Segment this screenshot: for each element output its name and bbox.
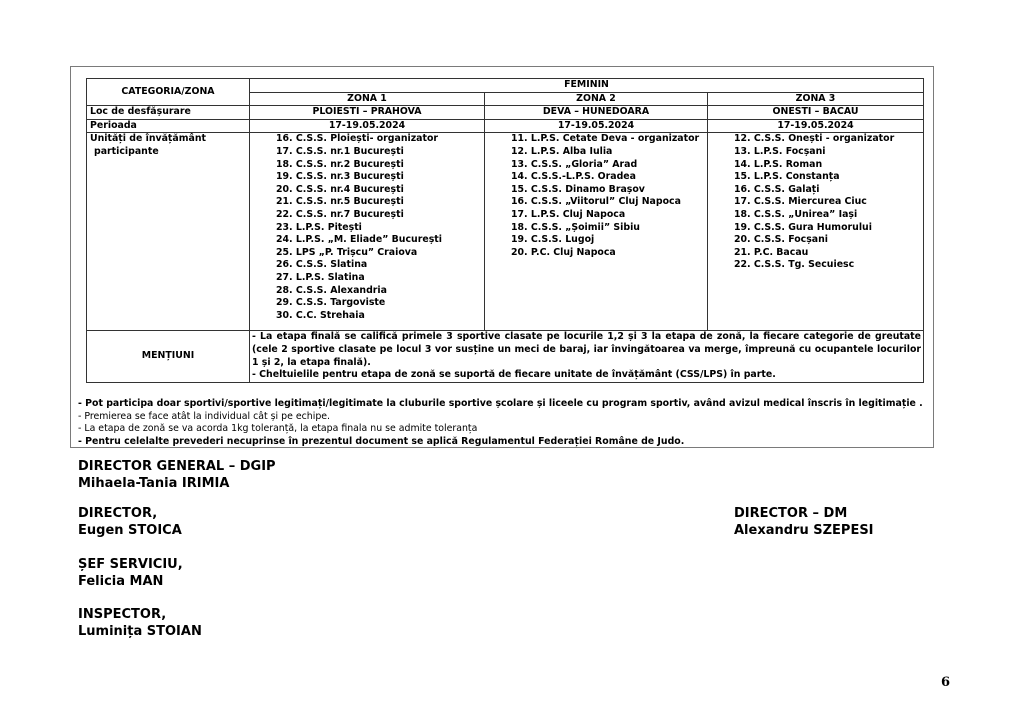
category-header: CATEGORIA/ZONA [87, 79, 250, 106]
director-dm-name: Alexandru SZEPESI [734, 523, 874, 538]
zone-2-header: ZONA 2 [485, 92, 708, 106]
unit-list-item: 13. C.S.S. „Gloria” Arad [511, 158, 638, 170]
unit-list-item: 17. L.P.S. Cluj Napoca [511, 208, 626, 220]
gender-header: FEMININ [250, 79, 924, 93]
unit-list-item: 18. C.S.S. nr.2 București [276, 158, 404, 170]
unit-list-item: 16. C.S.S. „Viitorul” Cluj Napoca [511, 196, 681, 208]
director-general-name: Mihaela-Tania IRIMIA [78, 476, 230, 491]
mention-expenses: - Cheltuielile pentru etapa de zonă se suportă de fiecare unitate de învățământ (CSS/LPS) în parte. [252, 369, 776, 381]
unit-list-item: 28. C.S.S. Alexandria [276, 284, 387, 296]
zone-1-unit-list [276, 133, 481, 322]
unit-list-item: 16. C.S.S. Ploiești- organizator [276, 133, 439, 145]
inspector-name: Luminița STOIAN [78, 624, 202, 639]
notes-section [78, 398, 928, 448]
note-regulations: - Pentru celelalte prevederi necuprinse în prezentul document se aplică Regulamentul Federației Române de Judo. [78, 435, 685, 447]
unit-list-item: 29. C.S.S. Targoviste [276, 297, 386, 309]
zone-1-period: 17-19.05.2024 [250, 119, 485, 133]
unit-list-item: 23. L.P.S. Pitești [276, 221, 362, 233]
unit-list-item: 20. C.S.S. Focșani [734, 234, 829, 246]
unit-list-item: 15. C.S.S. Dinamo Brașov [511, 183, 645, 195]
zone-3-header: ZONA 3 [708, 92, 924, 106]
signature-inspector [78, 606, 202, 640]
unit-list-item: 18. C.S.S. „Unirea” Iași [734, 208, 858, 220]
zone-3-period: 17-19.05.2024 [708, 119, 924, 133]
unit-list-item: 12. L.P.S. Alba Iulia [511, 145, 613, 157]
zone-2-period: 17-19.05.2024 [485, 119, 708, 133]
unit-list-item: 21. P.C. Bacau [734, 246, 809, 258]
unit-list-item: 21. C.S.S. nr.5 București [276, 196, 404, 208]
signature-director-dm [734, 505, 874, 539]
note-tolerance: - La etapa de zonă se va acorda 1kg toleranță, la etapa finala nu se admite toleranța [78, 423, 478, 435]
inspector-title: INSPECTOR, [78, 607, 167, 622]
sef-serviciu-name: Felicia MAN [78, 574, 164, 589]
mentions-content [250, 331, 924, 382]
mention-qualification: - La etapa finală se califică primele 3 sportive clasate pe locurile 1,2 și 3 la etapa de zonă, la fiecare categorie de greutate (cele 2 sportive clasate pe locul 3 vor susține un meci de baraj, iar învingătoarea va merge, împreună cu ocupantele locurilor 1 și 2, la etapa finală). [252, 331, 922, 368]
unit-list-item: 14. L.P.S. Roman [734, 158, 823, 170]
unit-list-item: 30. C.C. Strehaia [276, 309, 365, 321]
unit-list-item: 18. C.S.S. „Șoimii” Sibiu [511, 221, 640, 233]
director-general-title: DIRECTOR GENERAL – DGIP [78, 459, 276, 474]
unit-list-item: 13. L.P.S. Focșani [734, 145, 826, 157]
zone-2-units [485, 133, 708, 331]
unit-list-item: 17. C.S.S. nr.1 București [276, 145, 404, 157]
mentions-label: MENȚIUNI [87, 331, 250, 382]
director-dm-title: DIRECTOR – DM [734, 506, 848, 521]
unit-list-item: 27. L.P.S. Slatina [276, 271, 365, 283]
unit-list-item: 26. C.S.S. Slatina [276, 259, 368, 271]
unit-list-item: 15. L.P.S. Constanța [734, 171, 840, 183]
competition-table [86, 78, 924, 383]
note-awards: - Premierea se face atât la individual cât și pe echipe. [78, 410, 331, 422]
unit-list-item: 19. C.S.S. Lugoj [511, 234, 595, 246]
zone-1-location: PLOIESTI – PRAHOVA [250, 106, 485, 120]
zone-3-unit-list [734, 133, 920, 272]
signature-director [78, 505, 182, 539]
director-name: Eugen STOICA [78, 523, 182, 538]
unit-list-item: 19. C.S.S. Gura Humorului [734, 221, 872, 233]
unit-list-item: 20. P.C. Cluj Napoca [511, 246, 616, 258]
unit-list-item: 19. C.S.S. nr.3 București [276, 171, 404, 183]
signature-director-general [78, 458, 276, 492]
unit-list-item: 24. L.P.S. „M. Eliade” București [276, 234, 442, 246]
unit-list-item: 22. C.S.S. Tg. Secuiesc [734, 259, 855, 271]
units-label-line2: participante [94, 145, 159, 157]
location-label: Loc de desfășurare [87, 106, 250, 120]
director-title: DIRECTOR, [78, 506, 158, 521]
unit-list-item: 16. C.S.S. Galați [734, 183, 820, 195]
zone-3-units [708, 133, 924, 331]
units-label [87, 133, 250, 331]
unit-list-item: 25. LPS „P. Trișcu” Craiova [276, 246, 418, 258]
note-participation: - Pot participa doar sportivi/sportive legitimați/legitimate la cluburile sportive școlare și liceele cu program sportiv, având avizul medical înscris în legitimație . [78, 398, 923, 409]
unit-list-item: 22. C.S.S. nr.7 București [276, 208, 404, 220]
page-number: 6 [941, 675, 951, 690]
unit-list-item: 20. C.S.S. nr.4 București [276, 183, 404, 195]
zone-1-units [250, 133, 485, 331]
sef-serviciu-title: ȘEF SERVICIU, [78, 557, 183, 572]
signature-sef-serviciu [78, 556, 183, 590]
period-label: Perioada [87, 119, 250, 133]
unit-list-item: 12. C.S.S. Onești - organizator [734, 133, 895, 145]
unit-list-item: 11. L.P.S. Cetate Deva - organizator [511, 133, 700, 145]
unit-list-item: 14. C.S.S.-L.P.S. Oradea [511, 171, 636, 183]
zone-2-location: DEVA – HUNEDOARA [485, 106, 708, 120]
zone-1-header: ZONA 1 [250, 92, 485, 106]
unit-list-item: 17. C.S.S. Miercurea Ciuc [734, 196, 867, 208]
zone-3-location: ONESTI – BACAU [708, 106, 924, 120]
units-label-line1: Unități de învățământ [90, 133, 206, 145]
zone-2-unit-list [511, 133, 704, 259]
